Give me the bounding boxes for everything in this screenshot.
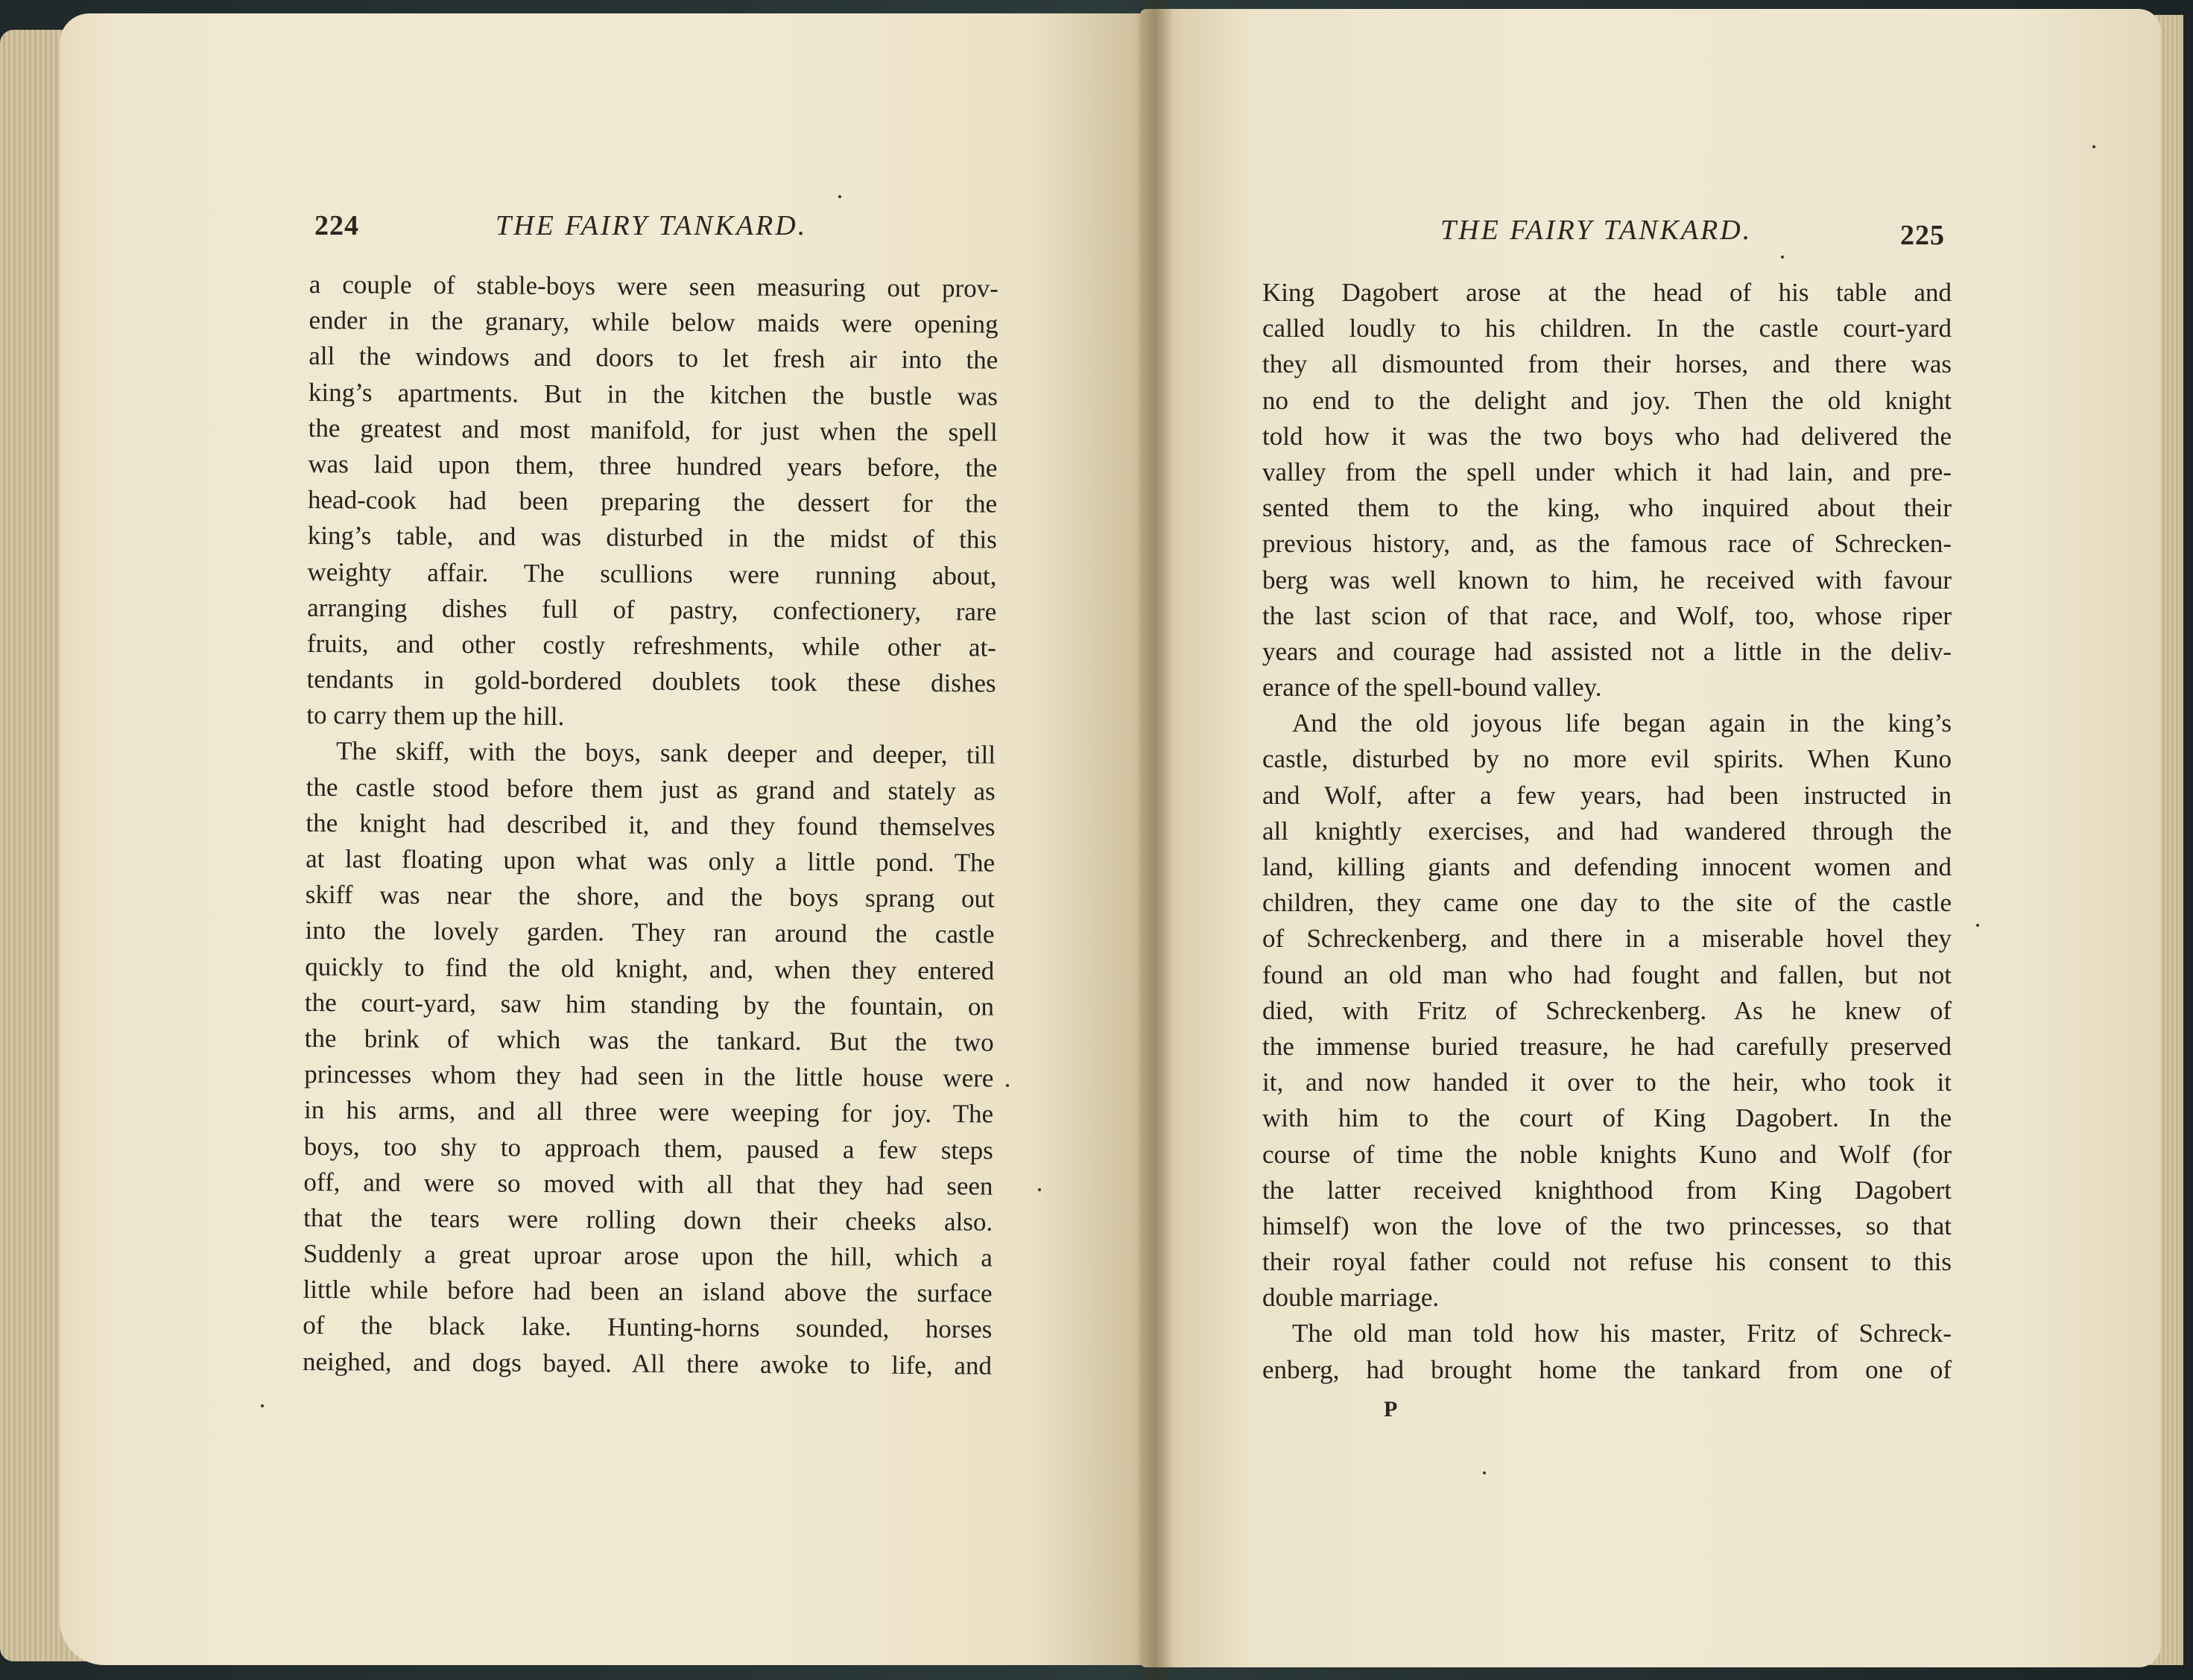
text-line: tendants in gold-bordered doublets took these dishes (306, 665, 996, 698)
text-line: all knightly exercises, and had wandered through the (1262, 816, 1952, 846)
text-line: ender in the granary, while below maids were opening (308, 305, 999, 339)
paper-speck (2092, 145, 2095, 148)
text-line: And the old joyous life began again in the king’s (1292, 709, 1952, 738)
text-line: valley from the spell under which it had lain, and pre- (1262, 457, 1952, 486)
paper-speck (1038, 1188, 1041, 1191)
text-line: The skiff, with the boys, sank deeper and deeper, till (335, 736, 996, 770)
text-line: enberg, had brought home the tankard from one of (1262, 1354, 1952, 1384)
text-line: the latter received knighthood from King Dagobert (1262, 1175, 1952, 1205)
text-line: died, with Fritz of Schreckenberg. As he knew of (1262, 995, 1952, 1025)
text-line: was laid upon them, three hundred years before, the (308, 448, 998, 483)
left-page-number: 224 (314, 210, 359, 241)
text-line: Suddenly a great uproar arose upon the hill, which a (303, 1239, 993, 1272)
text-line: the castle stood before them just as grand and stately as (306, 772, 996, 806)
text-line: years and courage had assisted not a little in the deliv- (1262, 636, 1952, 666)
text-line: skiff was near the shore, and the boys sprang out (305, 880, 995, 913)
text-line: berg was well known to him, he received with favour (1262, 565, 1952, 595)
text-line: castle, disturbed by no more evil spirits. When Kuno (1262, 744, 1952, 774)
text-line: the greatest and most manifold, for just when the spell (308, 413, 998, 447)
text-line: neighed, and dogs bayed. All there awoke to life, and (302, 1346, 993, 1381)
paper-speck (838, 195, 841, 198)
text-line: the court-yard, saw him standing by the fountain, on (304, 987, 995, 1021)
text-line: the last scion of that race, and Wolf, too, whose riper (1262, 600, 1952, 630)
text-line: a couple of stable-boys were seen measuring out prov- (308, 269, 999, 303)
text-line: double marriage. (1262, 1283, 1440, 1313)
text-line: of the black lake. Hunting-horns sounded, horses (303, 1310, 993, 1345)
text-line: king’s table, and was disturbed in the midst of this (307, 521, 997, 554)
text-line: children, they came one day to the site of the castle (1262, 888, 1952, 918)
text-line: fruits, and other costly refreshments, while other at- (306, 628, 997, 662)
text-line: to carry them up the hill. (306, 700, 565, 732)
text-line: at last floating upon what was only a little pond. The (306, 843, 996, 878)
text-line: the immense buried treasure, he had carefully preserved (1262, 1031, 1952, 1061)
text-line: previous history, and, as the famous race of Schrecken- (1262, 529, 1952, 559)
right-page-text (1262, 275, 1952, 1388)
text-line: princesses whom they had seen in the little house were (304, 1059, 994, 1093)
text-line: The old man told how his master, Fritz of Schreck- (1292, 1319, 1952, 1348)
text-line: the knight had described it, and they found themselves (306, 808, 996, 842)
text-line: found an old man who had fought and fallen, but not (1262, 960, 1952, 989)
paper-speck (1976, 924, 1979, 927)
book-gutter (1136, 0, 1174, 1680)
text-line: all the windows and doors to let fresh air into the (308, 341, 999, 375)
left-running-head: THE FAIRY TANKARD. (496, 210, 808, 241)
text-line: sented them to the king, who inquired about their (1262, 493, 1952, 523)
text-line: King Dagobert arose at the head of his table and (1262, 278, 1952, 307)
signature-mark: P (1384, 1397, 1398, 1421)
text-line: with him to the court of King Dagobert. In the (1262, 1103, 1952, 1133)
text-line: the brink of which was the tankard. But the two (304, 1023, 994, 1057)
right-running-head: THE FAIRY TANKARD. (1440, 215, 1753, 246)
text-line: head-cook had been preparing the dessert for the (307, 485, 998, 519)
paper-speck (1781, 256, 1784, 259)
paper-speck (1006, 1084, 1009, 1087)
text-line: called loudly to his children. In the castle court-yard (1262, 314, 1952, 343)
text-line: that the tears were rolling down their cheeks also. (303, 1202, 993, 1237)
text-line: land, killing giants and defending innocent women and (1262, 852, 1952, 881)
text-line: himself) won the love of the two princesses, so that (1262, 1211, 1952, 1240)
text-line: of Schreckenberg, and there in a miserable hovel they (1262, 924, 1952, 954)
text-line: their royal father could not refuse his consent to this (1262, 1247, 1952, 1277)
paper-speck (1483, 1471, 1486, 1474)
text-line: arranging dishes full of pastry, confectionery, rare (307, 592, 997, 627)
text-line: boys, too shy to approach them, paused a few steps (303, 1131, 993, 1165)
paper-speck (261, 1404, 264, 1407)
text-line: they all dismounted from their horses, and there was (1262, 349, 1952, 379)
text-line: weighty affair. The scullions were running about, (307, 557, 997, 591)
text-line: no end to the delight and joy. Then the old knight (1262, 385, 1952, 415)
text-line: little while before had been an island above the surface (303, 1275, 993, 1308)
left-page-text (303, 267, 999, 1383)
text-line: into the lovely garden. They ran around the castle (305, 916, 995, 950)
right-page-number: 225 (1900, 220, 1945, 251)
text-line: told how it was the two boys who had delivered the (1262, 421, 1952, 451)
text-line: king’s apartments. But in the kitchen the bustle was (308, 377, 999, 411)
text-line: course of time the noble knights Kuno and Wolf (for (1262, 1139, 1952, 1169)
text-line: off, and were so moved with all that they had seen (303, 1167, 993, 1201)
text-line: erance of the spell-bound valley. (1262, 673, 1602, 703)
text-line: quickly to find the old knight, and, when they entered (305, 951, 995, 986)
text-line: in his arms, and all three were weeping for joy. The (303, 1095, 994, 1129)
text-line: and Wolf, after a few years, had been instructed in (1262, 780, 1952, 810)
text-line: it, and now handed it over to the heir, who took it (1262, 1068, 1952, 1097)
